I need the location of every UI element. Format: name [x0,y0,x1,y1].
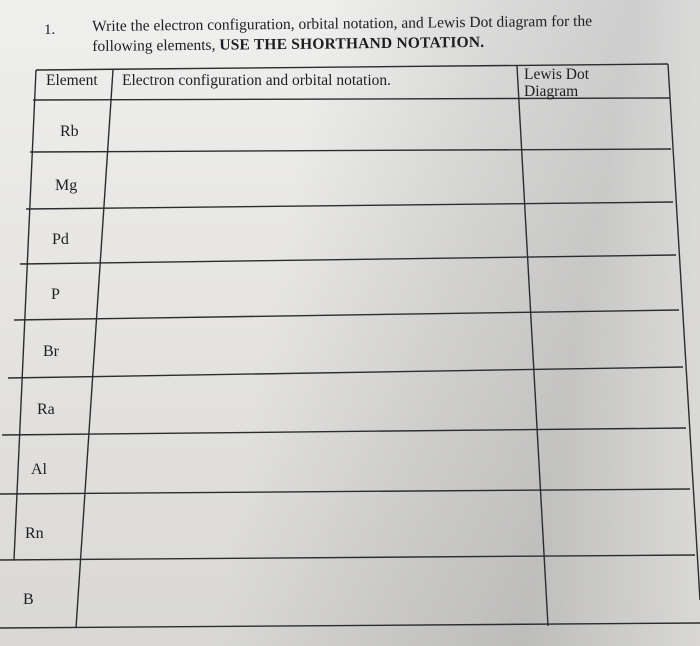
instructions-line-1: Write the electron configuration, orbital notation, and Lewis Dot diagram for the [92,12,593,35]
row-divider [0,489,690,494]
row-divider [8,367,683,378]
row-divider [0,623,700,628]
element-rb: Rb [60,123,79,140]
header-element: Element [46,72,98,89]
element-b: B [23,591,34,608]
column-divider-element [76,70,113,628]
header-lewis-line-2: Diagram [524,83,579,100]
element-p: P [51,286,60,303]
table-left-border [14,70,36,560]
element-mg: Mg [55,177,78,194]
element-br: Br [43,343,59,360]
shorthand-emphasis: USE THE SHORTHAND NOTATION. [219,33,485,54]
header-lewis-dot [524,66,634,100]
question-number: 1. [44,22,56,38]
table-right-border [668,64,700,600]
element-pd: Pd [52,231,69,248]
row-divider [20,255,676,264]
instructions-line-2-text: following elements, [92,36,220,55]
element-rn: Rn [25,525,44,542]
element-ra: Ra [37,401,55,418]
row-divider [14,310,679,320]
row-divider [0,555,695,560]
row-divider [26,202,673,209]
row-divider [2,428,686,435]
row-divider [30,149,671,152]
header-lewis-line-1: Lewis Dot [524,66,590,83]
element-al: Al [31,461,47,478]
header-configuration: Electron configuration and orbital notation. [122,72,392,89]
